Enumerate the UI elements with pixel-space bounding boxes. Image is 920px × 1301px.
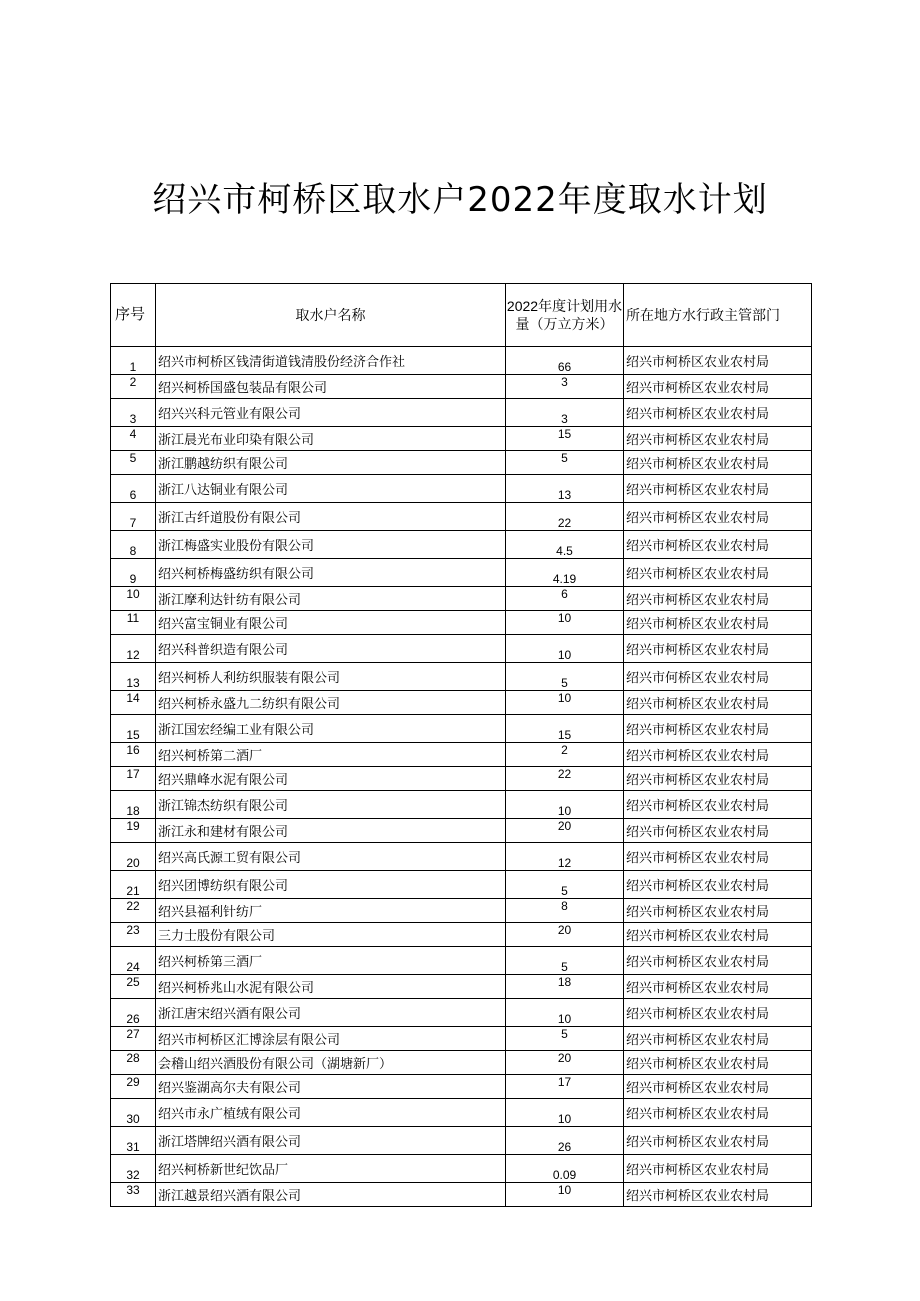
- table-row: [111, 1099, 812, 1127]
- company-name-cell: 浙江锦杰纺织有限公司: [156, 791, 506, 819]
- department-cell: 绍兴市柯桥区农业农村局: [624, 611, 812, 635]
- seq-cell: 30: [111, 1099, 156, 1127]
- header-name: 取水户名称: [156, 284, 506, 347]
- department-cell: 绍兴市柯桥区农业农村局: [624, 1127, 812, 1155]
- plan-volume-cell: 22: [506, 767, 624, 791]
- table-row: [111, 1027, 812, 1051]
- company-name-cell: 绍兴柯桥梅盛纺织有限公司: [156, 559, 506, 587]
- table-row: [111, 843, 812, 871]
- plan-volume-cell: 10: [506, 1183, 624, 1207]
- department-cell: 绍兴市柯桥区农业农村局: [624, 999, 812, 1027]
- department-cell: 绍兴市柯桥区农业农村局: [624, 715, 812, 743]
- seq-cell: 8: [111, 531, 156, 559]
- plan-volume-cell: 20: [506, 923, 624, 947]
- plan-volume-cell: 4.5: [506, 531, 624, 559]
- seq-cell: 12: [111, 635, 156, 663]
- seq-cell: 27: [111, 1027, 156, 1051]
- header-dept: 所在地方水行政主管部门: [624, 284, 812, 347]
- table-row: [111, 399, 812, 427]
- department-cell: 绍兴市柯桥区农业农村局: [624, 975, 812, 999]
- company-name-cell: 绍兴柯桥兆山水泥有限公司: [156, 975, 506, 999]
- company-name-cell: 浙江永和建材有限公司: [156, 819, 506, 843]
- table-row: [111, 503, 812, 531]
- seq-cell: 25: [111, 975, 156, 999]
- seq-cell: 3: [111, 399, 156, 427]
- seq-cell: 6: [111, 475, 156, 503]
- seq-cell: 16: [111, 743, 156, 767]
- department-cell: 绍兴市柯桥区农业农村局: [624, 531, 812, 559]
- plan-volume-cell: 22: [506, 503, 624, 531]
- department-cell: 绍兴市何桥区农业农村局: [624, 819, 812, 843]
- company-name-cell: 绍兴柯桥人利纺织服装有限公司: [156, 663, 506, 691]
- seq-cell: 20: [111, 843, 156, 871]
- table-row: [111, 947, 812, 975]
- table-row: [111, 635, 812, 663]
- department-cell: 绍兴市柯桥区农业农村局: [624, 1183, 812, 1207]
- plan-volume-cell: 0.09: [506, 1155, 624, 1183]
- table-header-row: [111, 284, 812, 347]
- department-cell: 绍兴市柯桥区农业农村局: [624, 427, 812, 451]
- table-row: [111, 1051, 812, 1075]
- company-name-cell: 浙江越景绍兴酒有限公司: [156, 1183, 506, 1207]
- table-row: [111, 715, 812, 743]
- company-name-cell: 浙江古纤道股份有限公司: [156, 503, 506, 531]
- company-name-cell: 绍兴市永广植绒有限公司: [156, 1099, 506, 1127]
- table-row: [111, 1155, 812, 1183]
- plan-volume-cell: 20: [506, 1051, 624, 1075]
- company-name-cell: 绍兴科普织造有限公司: [156, 635, 506, 663]
- seq-cell: 14: [111, 691, 156, 715]
- plan-volume-cell: 5: [506, 871, 624, 899]
- seq-cell: 5: [111, 451, 156, 475]
- seq-cell: 24: [111, 947, 156, 975]
- table-row: [111, 587, 812, 611]
- plan-volume-cell: 6: [506, 587, 624, 611]
- seq-cell: 33: [111, 1183, 156, 1207]
- company-name-cell: 绍兴鼎峰水泥有限公司: [156, 767, 506, 791]
- table-row: [111, 819, 812, 843]
- plan-volume-cell: 10: [506, 791, 624, 819]
- department-cell: 绍兴市柯桥区农业农村局: [624, 475, 812, 503]
- seq-cell: 2: [111, 375, 156, 399]
- seq-cell: 18: [111, 791, 156, 819]
- company-name-cell: 绍兴富宝铜业有限公司: [156, 611, 506, 635]
- table-row: [111, 347, 812, 375]
- seq-cell: 13: [111, 663, 156, 691]
- company-name-cell: 浙江鹏越纺织有限公司: [156, 451, 506, 475]
- seq-cell: 10: [111, 587, 156, 611]
- seq-cell: 32: [111, 1155, 156, 1183]
- seq-cell: 9: [111, 559, 156, 587]
- company-name-cell: 三力士股份有限公司: [156, 923, 506, 947]
- company-name-cell: 绍兴柯桥第三酒厂: [156, 947, 506, 975]
- company-name-cell: 绍兴市柯桥区汇博涂层有限公司: [156, 1027, 506, 1051]
- seq-cell: 31: [111, 1127, 156, 1155]
- table-row: [111, 767, 812, 791]
- company-name-cell: 绍兴柯桥新世纪饮品厂: [156, 1155, 506, 1183]
- department-cell: 绍兴市柯桥区农业农村局: [624, 899, 812, 923]
- department-cell: 绍兴市柯桥区农业农村局: [624, 559, 812, 587]
- table-row: [111, 375, 812, 399]
- seq-cell: 26: [111, 999, 156, 1027]
- table-row: [111, 531, 812, 559]
- table-row: [111, 663, 812, 691]
- seq-cell: 4: [111, 427, 156, 451]
- department-cell: 绍兴市柯桥区农业农村局: [624, 1051, 812, 1075]
- department-cell: 绍兴市柯桥区农业农村局: [624, 767, 812, 791]
- company-name-cell: 绍兴柯桥国盛包装品有限公司: [156, 375, 506, 399]
- table-row: [111, 1127, 812, 1155]
- plan-volume-cell: 66: [506, 347, 624, 375]
- department-cell: 绍兴市柯桥区农业农村局: [624, 1075, 812, 1099]
- department-cell: 绍兴市柯桥区农业农村局: [624, 1155, 812, 1183]
- seq-cell: 15: [111, 715, 156, 743]
- department-cell: 绍兴市柯桥区农业农村局: [624, 635, 812, 663]
- page-title: 绍兴市柯桥区取水户2022年度取水计划: [152, 180, 768, 220]
- table-row: [111, 611, 812, 635]
- header-plan: 2022年度计划用水量（万立方米）: [506, 284, 624, 347]
- plan-volume-cell: 5: [506, 451, 624, 475]
- company-name-cell: 浙江八达铜业有限公司: [156, 475, 506, 503]
- table-row: [111, 691, 812, 715]
- seq-cell: 7: [111, 503, 156, 531]
- table-body: [111, 347, 812, 1207]
- table-row: [111, 1075, 812, 1099]
- department-cell: 绍兴市何桥区农业农村局: [624, 663, 812, 691]
- plan-volume-cell: 10: [506, 1099, 624, 1127]
- department-cell: 绍兴市柯桥区农业农村局: [624, 923, 812, 947]
- plan-volume-cell: 3: [506, 399, 624, 427]
- company-name-cell: 浙江摩利达针纺有限公司: [156, 587, 506, 611]
- seq-cell: 19: [111, 819, 156, 843]
- department-cell: 绍兴市柯桥区农业农村局: [624, 947, 812, 975]
- department-cell: 绍兴市柯桥区农业农村局: [624, 347, 812, 375]
- plan-volume-cell: 15: [506, 427, 624, 451]
- company-name-cell: 绍兴兴科元管业有限公司: [156, 399, 506, 427]
- plan-volume-cell: 5: [506, 1027, 624, 1051]
- table-row: [111, 871, 812, 899]
- department-cell: 绍兴市柯桥区农业农村局: [624, 587, 812, 611]
- table-row: [111, 791, 812, 819]
- plan-volume-cell: 10: [506, 611, 624, 635]
- seq-cell: 17: [111, 767, 156, 791]
- department-cell: 绍兴市柯桥区农业农村局: [624, 843, 812, 871]
- table-row: [111, 975, 812, 999]
- seq-cell: 29: [111, 1075, 156, 1099]
- seq-cell: 11: [111, 611, 156, 635]
- seq-cell: 23: [111, 923, 156, 947]
- table-row: [111, 999, 812, 1027]
- seq-cell: 1: [111, 347, 156, 375]
- table-row: [111, 451, 812, 475]
- plan-volume-cell: 20: [506, 819, 624, 843]
- department-cell: 绍兴市柯桥区农业农村局: [624, 791, 812, 819]
- company-name-cell: 浙江晨光布业印染有限公司: [156, 427, 506, 451]
- plan-volume-cell: 17: [506, 1075, 624, 1099]
- company-name-cell: 绍兴市柯桥区钱清街道钱清股份经济合作社: [156, 347, 506, 375]
- water-plan-table: [110, 283, 812, 1207]
- plan-volume-cell: 2: [506, 743, 624, 767]
- department-cell: 绍兴市柯桥区农业农村局: [624, 1027, 812, 1051]
- table-row: [111, 923, 812, 947]
- seq-cell: 22: [111, 899, 156, 923]
- seq-cell: 21: [111, 871, 156, 899]
- plan-volume-cell: 12: [506, 843, 624, 871]
- department-cell: 绍兴市柯桥区农业农村局: [624, 399, 812, 427]
- company-name-cell: 绍兴团博纺织有限公司: [156, 871, 506, 899]
- plan-volume-cell: 10: [506, 691, 624, 715]
- plan-volume-cell: 18: [506, 975, 624, 999]
- plan-volume-cell: 5: [506, 663, 624, 691]
- department-cell: 绍兴市柯桥区农业农村局: [624, 451, 812, 475]
- table-row: [111, 1183, 812, 1207]
- plan-volume-cell: 13: [506, 475, 624, 503]
- plan-volume-cell: 15: [506, 715, 624, 743]
- table-row: [111, 743, 812, 767]
- company-name-cell: 浙江唐宋绍兴酒有限公司: [156, 999, 506, 1027]
- department-cell: 绍兴市柯桥区农业农村局: [624, 871, 812, 899]
- company-name-cell: 绍兴高氏源工贸有限公司: [156, 843, 506, 871]
- department-cell: 绍兴市柯桥区农业农村局: [624, 503, 812, 531]
- company-name-cell: 浙江塔牌绍兴酒有限公司: [156, 1127, 506, 1155]
- company-name-cell: 绍兴县福利针纺厂: [156, 899, 506, 923]
- plan-volume-cell: 5: [506, 947, 624, 975]
- department-cell: 绍兴市柯桥区农业农村局: [624, 375, 812, 399]
- plan-volume-cell: 10: [506, 635, 624, 663]
- company-name-cell: 绍兴柯桥第二酒厂: [156, 743, 506, 767]
- plan-volume-cell: 4.19: [506, 559, 624, 587]
- table-row: [111, 427, 812, 451]
- table-row: [111, 559, 812, 587]
- plan-volume-cell: 3: [506, 375, 624, 399]
- company-name-cell: 会稽山绍兴酒股份有限公司（湖塘新厂）: [156, 1051, 506, 1075]
- table-row: [111, 899, 812, 923]
- header-seq: 序号: [111, 284, 156, 347]
- department-cell: 绍兴市柯桥区农业农村局: [624, 743, 812, 767]
- company-name-cell: 浙江国宏经编工业有限公司: [156, 715, 506, 743]
- company-name-cell: 浙江梅盛实业股份有限公司: [156, 531, 506, 559]
- seq-cell: 28: [111, 1051, 156, 1075]
- plan-volume-cell: 26: [506, 1127, 624, 1155]
- table-row: [111, 475, 812, 503]
- company-name-cell: 绍兴鉴湖高尔夫有限公司: [156, 1075, 506, 1099]
- plan-volume-cell: 8: [506, 899, 624, 923]
- company-name-cell: 绍兴柯桥永盛九二纺织有限公司: [156, 691, 506, 715]
- department-cell: 绍兴市柯桥区农业农村局: [624, 691, 812, 715]
- plan-volume-cell: 10: [506, 999, 624, 1027]
- department-cell: 绍兴市柯桥区农业农村局: [624, 1099, 812, 1127]
